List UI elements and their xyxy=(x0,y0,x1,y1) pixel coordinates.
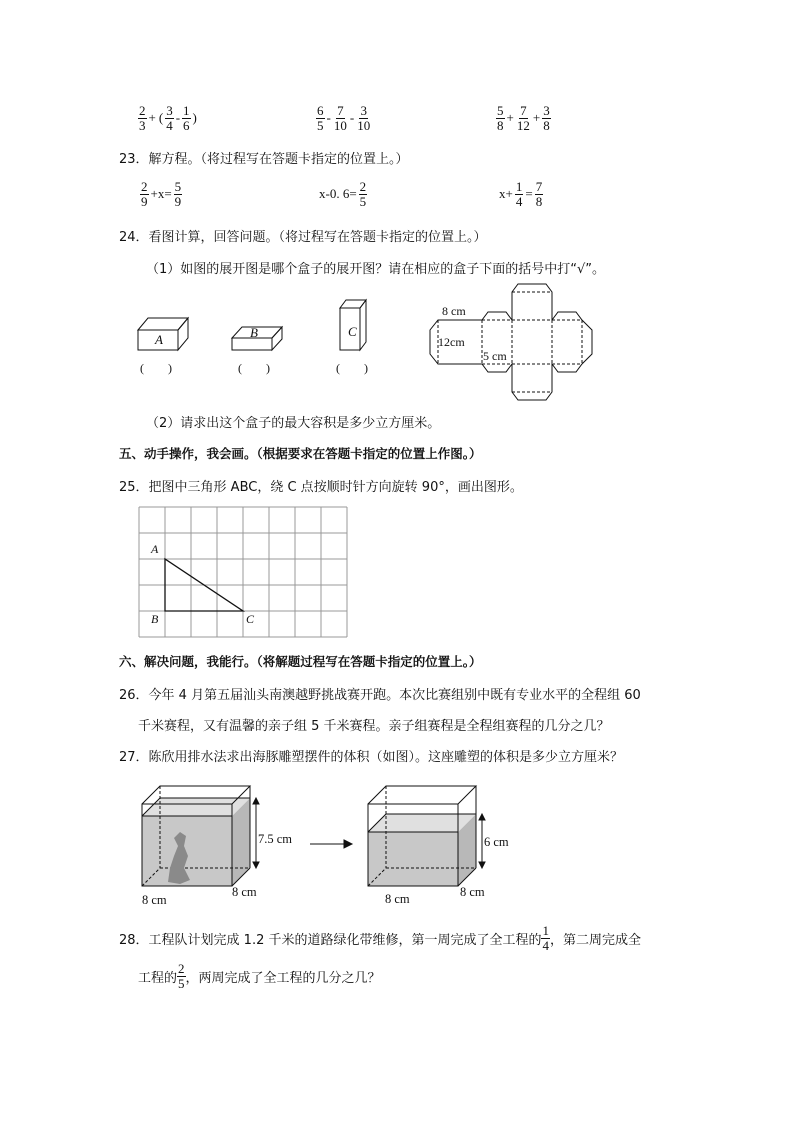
box-label-a: A xyxy=(155,332,163,347)
box-label-b: B xyxy=(250,325,258,340)
q24-sub1: （1）如图的展开图是哪个盒子的展开图？请在相应的盒子下面的括号中打“√”。 xyxy=(146,262,606,277)
denominator: 9 xyxy=(141,193,148,209)
equation-1 xyxy=(140,180,182,208)
point-a-label: A xyxy=(151,542,159,556)
denominator: 6 xyxy=(183,117,190,133)
numerator: 3 xyxy=(360,103,367,118)
left-bottom-label: 8 cm xyxy=(142,893,167,907)
equation-3 xyxy=(498,180,543,208)
q28-text-b: ，第二周完成全 xyxy=(549,932,641,948)
numerator: 2 xyxy=(359,179,367,194)
net-dim-left: 12cm xyxy=(438,335,465,349)
numerator: 6 xyxy=(317,103,324,118)
numerator: 7 xyxy=(535,179,543,194)
denominator: 4 xyxy=(166,117,173,133)
q28-text-d: ，两周完成了全工程的几分之几？ xyxy=(185,970,381,986)
fraction xyxy=(541,924,550,952)
q28-line2 xyxy=(138,962,381,990)
denominator: 10 xyxy=(357,117,371,133)
denominator: 5 xyxy=(178,975,185,991)
fraction xyxy=(535,180,544,208)
point-b-label: B xyxy=(151,612,159,626)
q23-title: 23．解方程。（将过程写在答题卡指定的位置上。） xyxy=(119,152,409,167)
fraction xyxy=(182,104,191,132)
box-a-answer-paren[interactable]: ( ) xyxy=(140,361,172,375)
denominator: 9 xyxy=(174,193,182,209)
q28-text-a: 28．工程队计划完成 1.2 千米的道路绿化带维修，第一周完成了全工程的 xyxy=(119,932,542,948)
box-a xyxy=(138,318,188,350)
fraction xyxy=(515,180,524,208)
right-bottom-label: 8 cm xyxy=(385,892,410,906)
expression-3 xyxy=(496,104,551,132)
section-6-heading: 六、解决问题，我能行。（将解题过程写在答题卡指定的位置上。） xyxy=(119,654,482,669)
equation-text: x+ xyxy=(499,186,513,202)
fraction xyxy=(316,104,325,132)
denominator: 4 xyxy=(542,937,549,953)
numerator: 7 xyxy=(520,103,527,118)
box-b-answer-paren[interactable]: ( ) xyxy=(238,361,270,375)
fraction xyxy=(140,180,149,208)
operator: - xyxy=(326,110,331,126)
numerator: 3 xyxy=(543,103,550,118)
numerator: 1 xyxy=(183,103,190,118)
expression-1 xyxy=(138,104,198,132)
q24-figure xyxy=(120,280,620,410)
equation-text: x-0. 6= xyxy=(319,186,357,202)
fraction xyxy=(333,104,348,132)
operator: - xyxy=(175,110,181,126)
denominator: 8 xyxy=(535,193,543,209)
right-height-label: 6 cm xyxy=(484,835,509,849)
fraction xyxy=(516,104,531,132)
section-5-heading: 五、动手操作，我会画。（根据要求在答题卡指定的位置上作图。） xyxy=(119,446,482,461)
container-after xyxy=(368,786,485,886)
left-side-label: 8 cm xyxy=(232,885,257,899)
equation-text: +x= xyxy=(150,186,172,202)
denominator: 12 xyxy=(516,117,530,133)
fraction xyxy=(138,104,147,132)
numerator: 1 xyxy=(515,179,523,194)
right-paren: ) xyxy=(192,110,197,126)
numerator: 5 xyxy=(174,179,182,194)
operator: + xyxy=(148,110,156,126)
q28-text-c: 工程的 xyxy=(138,970,178,986)
q26-line1: 26．今年 4 月第五届汕头南澳越野挑战赛开跑。本次比赛组别中既有专业水平的全程组 60 xyxy=(119,688,641,703)
fraction xyxy=(496,104,505,132)
numerator: 7 xyxy=(337,103,344,118)
q28-line1 xyxy=(119,924,641,952)
q26-line2: 千米赛程，又有温馨的亲子组 5 千米赛程。亲子组赛程是全程组赛程的几分之几？ xyxy=(138,719,610,734)
box-label-c: C xyxy=(348,324,357,339)
q25-grid-figure xyxy=(136,505,352,639)
operator: + xyxy=(506,110,514,126)
expression-2 xyxy=(316,104,371,132)
left-height-label: 7.5 cm xyxy=(258,832,293,846)
denominator: 5 xyxy=(359,193,367,209)
q27-figure xyxy=(130,776,530,911)
arrow-icon xyxy=(310,840,352,848)
numerator: 1 xyxy=(542,923,549,938)
denominator: 8 xyxy=(543,117,550,133)
numerator: 2 xyxy=(139,103,146,118)
denominator: 8 xyxy=(497,117,504,133)
q27-text: 27．陈欣用排水法求出海豚雕塑摆件的体积（如图）。这座雕塑的体积是多少立方厘米？ xyxy=(119,750,624,765)
denominator: 4 xyxy=(515,193,523,209)
net-dim-top: 8 cm xyxy=(442,304,466,318)
equation-text: = xyxy=(525,186,533,202)
q25-text: 25．把图中三角形 ABC，绕 C 点按顺时针方向旋转 90°，画出图形。 xyxy=(119,480,523,495)
fraction xyxy=(356,104,371,132)
fraction xyxy=(542,104,551,132)
operator: + xyxy=(532,110,541,126)
numerator: 2 xyxy=(178,961,185,976)
net-dim-mid: 5 cm xyxy=(483,349,507,363)
q24-title: 24．看图计算，回答问题。（将过程写在答题卡指定的位置上。） xyxy=(119,230,487,245)
denominator: 10 xyxy=(333,117,347,133)
numerator: 2 xyxy=(141,179,148,194)
operator: - xyxy=(349,110,355,126)
fraction xyxy=(177,962,186,990)
point-c-label: C xyxy=(246,612,255,626)
equation-2 xyxy=(318,180,367,208)
fraction xyxy=(359,180,368,208)
numerator: 5 xyxy=(497,103,504,118)
box-c-answer-paren[interactable]: ( ) xyxy=(336,361,368,375)
container-before xyxy=(142,786,259,886)
numerator: 3 xyxy=(166,103,173,118)
denominator: 3 xyxy=(139,117,146,133)
fraction xyxy=(165,104,174,132)
right-side-label: 8 cm xyxy=(460,885,485,899)
fraction xyxy=(174,180,183,208)
q24-sub2: （2）请求出这个盒子的最大容积是多少立方厘米。 xyxy=(146,416,441,431)
denominator: 5 xyxy=(317,117,324,133)
left-paren: ( xyxy=(158,110,164,126)
